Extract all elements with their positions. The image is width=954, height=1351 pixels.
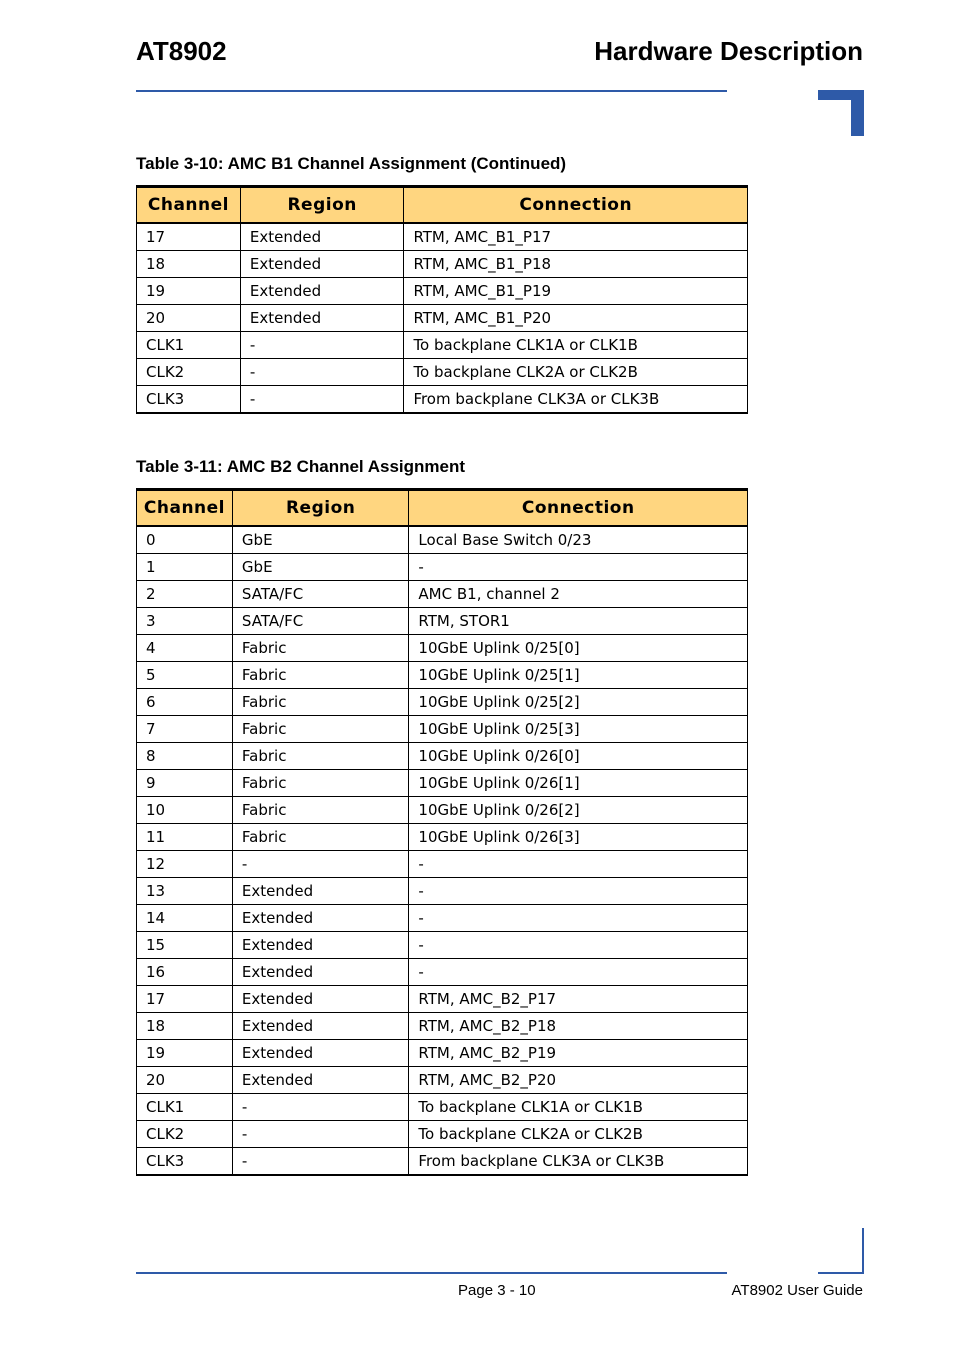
table-row bbox=[137, 635, 748, 662]
table-row bbox=[137, 1094, 748, 1121]
cell-channel: 3 bbox=[137, 608, 233, 635]
cell-region: - bbox=[240, 359, 404, 386]
cell-channel: 20 bbox=[137, 305, 241, 332]
table-row bbox=[137, 1013, 748, 1040]
cell-region: Fabric bbox=[232, 770, 409, 797]
table-header-row bbox=[137, 490, 748, 527]
header-rule bbox=[136, 90, 727, 92]
cell-channel: 11 bbox=[137, 824, 233, 851]
table-row bbox=[137, 581, 748, 608]
cell-connection: - bbox=[409, 851, 748, 878]
cell-region: - bbox=[240, 332, 404, 359]
cell-channel: CLK3 bbox=[137, 386, 241, 414]
cell-channel: 18 bbox=[137, 1013, 233, 1040]
table-row bbox=[137, 223, 748, 251]
amc-b2-channel-table bbox=[136, 488, 748, 1176]
cell-connection: To backplane CLK2A or CLK2B bbox=[409, 1121, 748, 1148]
cell-channel: 20 bbox=[137, 1067, 233, 1094]
cell-channel: CLK3 bbox=[137, 1148, 233, 1176]
cell-connection: 10GbE Uplink 0/26[2] bbox=[409, 797, 748, 824]
cell-channel: 8 bbox=[137, 743, 233, 770]
cell-region: Extended bbox=[240, 251, 404, 278]
cell-connection: 10GbE Uplink 0/26[1] bbox=[409, 770, 748, 797]
column-header-region: Region bbox=[232, 490, 409, 527]
cell-channel: 19 bbox=[137, 278, 241, 305]
table-caption-b1: Table 3-10: AMC B1 Channel Assignment (Continued) bbox=[136, 154, 567, 173]
table-row bbox=[137, 1121, 748, 1148]
cell-connection: - bbox=[409, 554, 748, 581]
document-title: AT8902 User Guide bbox=[731, 1282, 863, 1299]
cell-region: Fabric bbox=[232, 743, 409, 770]
amc-b1-channel-table bbox=[136, 185, 748, 414]
cell-connection: RTM, AMC_B1_P19 bbox=[404, 278, 748, 305]
cell-connection: RTM, AMC_B1_P20 bbox=[404, 305, 748, 332]
table-row bbox=[137, 251, 748, 278]
table-row bbox=[137, 526, 748, 554]
cell-region: SATA/FC bbox=[232, 608, 409, 635]
cell-region: Extended bbox=[232, 932, 409, 959]
cell-channel: 17 bbox=[137, 223, 241, 251]
cell-channel: 12 bbox=[137, 851, 233, 878]
product-title: AT8902 bbox=[136, 36, 227, 66]
table-row bbox=[137, 797, 748, 824]
cell-channel: 9 bbox=[137, 770, 233, 797]
cell-region: Extended bbox=[232, 959, 409, 986]
table-row bbox=[137, 851, 748, 878]
table-row bbox=[137, 359, 748, 386]
column-header-connection: Connection bbox=[409, 490, 748, 527]
cell-channel: 17 bbox=[137, 986, 233, 1013]
cell-connection: AMC B1, channel 2 bbox=[409, 581, 748, 608]
cell-channel: CLK2 bbox=[137, 359, 241, 386]
cell-region: GbE bbox=[232, 526, 409, 554]
cell-region: - bbox=[232, 1121, 409, 1148]
cell-region: SATA/FC bbox=[232, 581, 409, 608]
page-number: Page 3 - 10 bbox=[458, 1282, 536, 1299]
cell-channel: 19 bbox=[137, 1040, 233, 1067]
cell-region: Extended bbox=[232, 1040, 409, 1067]
table-row bbox=[137, 824, 748, 851]
cell-channel: 14 bbox=[137, 905, 233, 932]
cell-region: Fabric bbox=[232, 824, 409, 851]
cell-connection: From backplane CLK3A or CLK3B bbox=[404, 386, 748, 414]
cell-region: Extended bbox=[232, 878, 409, 905]
cell-channel: 7 bbox=[137, 716, 233, 743]
table-row bbox=[137, 332, 748, 359]
cell-channel: 10 bbox=[137, 797, 233, 824]
table-header-row bbox=[137, 187, 748, 224]
table-row bbox=[137, 386, 748, 414]
table-row bbox=[137, 1040, 748, 1067]
cell-channel: 0 bbox=[137, 526, 233, 554]
cell-region: Fabric bbox=[232, 662, 409, 689]
table-row bbox=[137, 689, 748, 716]
table-row bbox=[137, 662, 748, 689]
cell-connection: RTM, AMC_B2_P20 bbox=[409, 1067, 748, 1094]
cell-region: Fabric bbox=[232, 716, 409, 743]
table-row bbox=[137, 305, 748, 332]
table-row bbox=[137, 959, 748, 986]
cell-connection: To backplane CLK1A or CLK1B bbox=[409, 1094, 748, 1121]
column-header-region: Region bbox=[240, 187, 404, 224]
cell-channel: 13 bbox=[137, 878, 233, 905]
column-header-channel: Channel bbox=[137, 187, 241, 224]
cell-region: Extended bbox=[232, 1067, 409, 1094]
cell-connection: - bbox=[409, 959, 748, 986]
cell-channel: CLK2 bbox=[137, 1121, 233, 1148]
cell-channel: 5 bbox=[137, 662, 233, 689]
cell-region: - bbox=[240, 386, 404, 414]
cell-connection: - bbox=[409, 932, 748, 959]
cell-region: Extended bbox=[240, 223, 404, 251]
corner-mark-top-side bbox=[851, 90, 864, 136]
cell-region: Fabric bbox=[232, 635, 409, 662]
cell-connection: From backplane CLK3A or CLK3B bbox=[409, 1148, 748, 1176]
cell-region: Fabric bbox=[232, 797, 409, 824]
cell-connection: RTM, AMC_B1_P18 bbox=[404, 251, 748, 278]
table-row bbox=[137, 554, 748, 581]
section-title: Hardware Description bbox=[594, 36, 863, 66]
cell-connection: RTM, STOR1 bbox=[409, 608, 748, 635]
cell-connection: - bbox=[409, 878, 748, 905]
cell-connection: RTM, AMC_B1_P17 bbox=[404, 223, 748, 251]
cell-channel: 18 bbox=[137, 251, 241, 278]
cell-channel: 4 bbox=[137, 635, 233, 662]
cell-connection: To backplane CLK2A or CLK2B bbox=[404, 359, 748, 386]
amc-b1-table-body bbox=[137, 223, 748, 413]
cell-connection: 10GbE Uplink 0/25[3] bbox=[409, 716, 748, 743]
corner-mark-bottom-bar bbox=[818, 1272, 864, 1274]
footer-rule bbox=[136, 1272, 727, 1274]
cell-channel: 6 bbox=[137, 689, 233, 716]
cell-connection: RTM, AMC_B2_P19 bbox=[409, 1040, 748, 1067]
cell-region: Extended bbox=[232, 905, 409, 932]
table-row bbox=[137, 932, 748, 959]
corner-mark-bottom bbox=[818, 1228, 864, 1274]
cell-connection: - bbox=[409, 905, 748, 932]
cell-region: - bbox=[232, 1148, 409, 1176]
table-row bbox=[137, 770, 748, 797]
cell-channel: CLK1 bbox=[137, 1094, 233, 1121]
cell-region: GbE bbox=[232, 554, 409, 581]
cell-connection: To backplane CLK1A or CLK1B bbox=[404, 332, 748, 359]
table-row bbox=[137, 1148, 748, 1176]
cell-connection: 10GbE Uplink 0/25[1] bbox=[409, 662, 748, 689]
cell-channel: 16 bbox=[137, 959, 233, 986]
cell-region: Extended bbox=[240, 278, 404, 305]
table-row bbox=[137, 986, 748, 1013]
table-row bbox=[137, 905, 748, 932]
cell-channel: 15 bbox=[137, 932, 233, 959]
amc-b2-table-body bbox=[137, 526, 748, 1175]
table-row bbox=[137, 743, 748, 770]
cell-region: Extended bbox=[232, 1013, 409, 1040]
cell-connection: 10GbE Uplink 0/26[0] bbox=[409, 743, 748, 770]
cell-region: Fabric bbox=[232, 689, 409, 716]
cell-connection: RTM, AMC_B2_P17 bbox=[409, 986, 748, 1013]
cell-connection: 10GbE Uplink 0/25[2] bbox=[409, 689, 748, 716]
cell-channel: 2 bbox=[137, 581, 233, 608]
cell-region: - bbox=[232, 1094, 409, 1121]
cell-connection: 10GbE Uplink 0/26[3] bbox=[409, 824, 748, 851]
cell-connection: 10GbE Uplink 0/25[0] bbox=[409, 635, 748, 662]
cell-channel: 1 bbox=[137, 554, 233, 581]
table-caption-b2: Table 3-11: AMC B2 Channel Assignment bbox=[136, 457, 466, 476]
cell-region: Extended bbox=[232, 986, 409, 1013]
column-header-channel: Channel bbox=[137, 490, 233, 527]
table-row bbox=[137, 716, 748, 743]
cell-region: Extended bbox=[240, 305, 404, 332]
cell-region: - bbox=[232, 851, 409, 878]
table-row bbox=[137, 1067, 748, 1094]
corner-mark-bottom-side bbox=[862, 1228, 864, 1274]
cell-connection: Local Base Switch 0/23 bbox=[409, 526, 748, 554]
table-row bbox=[137, 878, 748, 905]
cell-connection: RTM, AMC_B2_P18 bbox=[409, 1013, 748, 1040]
column-header-connection: Connection bbox=[404, 187, 748, 224]
table-row bbox=[137, 608, 748, 635]
cell-channel: CLK1 bbox=[137, 332, 241, 359]
table-row bbox=[137, 278, 748, 305]
corner-mark-top bbox=[818, 90, 864, 136]
